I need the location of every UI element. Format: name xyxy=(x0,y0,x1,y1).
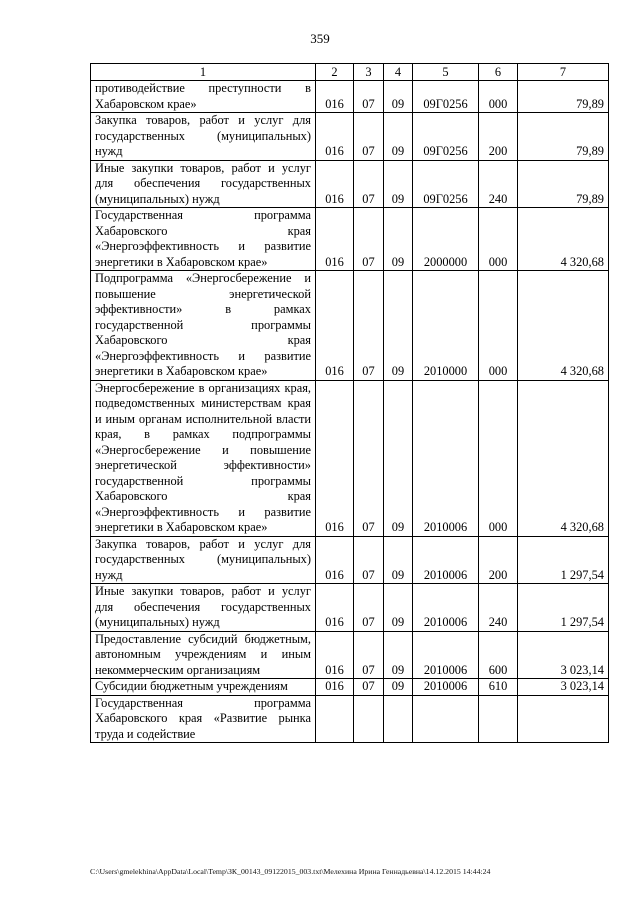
section-code-cell: 07 xyxy=(354,160,384,208)
amount-cell: 4 320,68 xyxy=(518,271,609,381)
expense-name-cell: Закупка товаров, работ и услуг для государственных (муниципальных) нужд xyxy=(91,536,316,584)
amount-cell: 4 320,68 xyxy=(518,380,609,536)
column-header: 4 xyxy=(384,64,413,81)
target-article-cell: 09Г0256 xyxy=(413,160,479,208)
page-number: 359 xyxy=(310,31,330,46)
expense-type-cell: 200 xyxy=(479,113,518,161)
subsection-code-cell xyxy=(384,695,413,743)
column-header: 7 xyxy=(518,64,609,81)
expense-type-cell: 240 xyxy=(479,160,518,208)
amount-cell: 79,89 xyxy=(518,113,609,161)
ministry-code-cell: 016 xyxy=(316,631,354,679)
section-code-cell: 07 xyxy=(354,536,384,584)
column-header: 6 xyxy=(479,64,518,81)
section-code-cell: 07 xyxy=(354,584,384,632)
expense-name-cell: Подпрограмма «Энергосбережение и повышение энергетической эффективности» в рамках государственной программы Хабаровского края «Энергоэффективность и развитие энергетики в Хабаровском крае» xyxy=(91,271,316,381)
expense-type-cell: 610 xyxy=(479,679,518,696)
expense-name-cell: Государственная программа Хабаровского края «Развитие рынка труда и содействие xyxy=(91,695,316,743)
table-row xyxy=(91,81,609,113)
subsection-code-cell: 09 xyxy=(384,160,413,208)
ministry-code-cell: 016 xyxy=(316,208,354,271)
table-row xyxy=(91,380,609,536)
section-code-cell: 07 xyxy=(354,271,384,381)
expense-name-cell: Субсидии бюджетным учреждениям xyxy=(91,679,316,696)
expense-type-cell: 240 xyxy=(479,584,518,632)
ministry-code-cell: 016 xyxy=(316,160,354,208)
expense-name-cell: Энергосбережение в организациях края, подведомственных министерствам края и иным органам исполнительной власти края, в рамках подпрограммы «Энергосбережение и повышение энергетической эффективности» государственной программы Хабаровского края «Энергоэффективность и развитие энергетики в Хабаровском крае» xyxy=(91,380,316,536)
amount-cell: 3 023,14 xyxy=(518,631,609,679)
expense-type-cell: 000 xyxy=(479,271,518,381)
subsection-code-cell: 09 xyxy=(384,113,413,161)
section-code-cell: 07 xyxy=(354,208,384,271)
ministry-code-cell: 016 xyxy=(316,380,354,536)
subsection-code-cell: 09 xyxy=(384,679,413,696)
budget-table xyxy=(90,63,609,743)
table-row xyxy=(91,271,609,381)
section-code-cell: 07 xyxy=(354,631,384,679)
table-row xyxy=(91,584,609,632)
ministry-code-cell: 016 xyxy=(316,81,354,113)
expense-type-cell xyxy=(479,695,518,743)
section-code-cell xyxy=(354,695,384,743)
section-code-cell: 07 xyxy=(354,380,384,536)
table-row xyxy=(91,631,609,679)
target-article-cell: 09Г0256 xyxy=(413,81,479,113)
target-article-cell: 2010006 xyxy=(413,536,479,584)
amount-cell: 4 320,68 xyxy=(518,208,609,271)
expense-name-cell: Государственная программа Хабаровского края «Энергоэффективность и развитие энергетики в Хабаровском крае» xyxy=(91,208,316,271)
column-header: 2 xyxy=(316,64,354,81)
subsection-code-cell: 09 xyxy=(384,81,413,113)
section-code-cell: 07 xyxy=(354,113,384,161)
table-row xyxy=(91,113,609,161)
expense-type-cell: 000 xyxy=(479,380,518,536)
expense-type-cell: 000 xyxy=(479,81,518,113)
expense-name-cell: Закупка товаров, работ и услуг для государственных (муниципальных) нужд xyxy=(91,113,316,161)
ministry-code-cell: 016 xyxy=(316,584,354,632)
target-article-cell: 2010006 xyxy=(413,380,479,536)
target-article-cell: 2010006 xyxy=(413,631,479,679)
amount-cell: 1 297,54 xyxy=(518,584,609,632)
table-row xyxy=(91,695,609,743)
target-article-cell: 2010000 xyxy=(413,271,479,381)
subsection-code-cell: 09 xyxy=(384,631,413,679)
section-code-cell: 07 xyxy=(354,679,384,696)
ministry-code-cell: 016 xyxy=(316,271,354,381)
table-row xyxy=(91,679,609,696)
expense-name-cell: противодействие преступности в Хабаровском крае» xyxy=(91,81,316,113)
ministry-code-cell: 016 xyxy=(316,536,354,584)
target-article-cell: 2000000 xyxy=(413,208,479,271)
expense-type-cell: 000 xyxy=(479,208,518,271)
subsection-code-cell: 09 xyxy=(384,208,413,271)
amount-cell: 1 297,54 xyxy=(518,536,609,584)
amount-cell: 79,89 xyxy=(518,160,609,208)
table-header-row xyxy=(91,64,609,81)
expense-type-cell: 600 xyxy=(479,631,518,679)
target-article-cell: 09Г0256 xyxy=(413,113,479,161)
amount-cell: 3 023,14 xyxy=(518,679,609,696)
table-row xyxy=(91,160,609,208)
column-header: 3 xyxy=(354,64,384,81)
column-header: 5 xyxy=(413,64,479,81)
expense-type-cell: 200 xyxy=(479,536,518,584)
target-article-cell xyxy=(413,695,479,743)
section-code-cell: 07 xyxy=(354,81,384,113)
expense-name-cell: Иные закупки товаров, работ и услуг для обеспечения государственных (муниципальных) нужд xyxy=(91,584,316,632)
target-article-cell: 2010006 xyxy=(413,584,479,632)
amount-cell: 79,89 xyxy=(518,81,609,113)
ministry-code-cell: 016 xyxy=(316,679,354,696)
footer-file-path: C:\Users\gmelekhina\AppData\Local\Temp\ЗК_00143_09122015_003.txt\Мелехина Ирина Геннадьевна\14.12.2015 14:44:24 xyxy=(90,867,491,876)
expense-name-cell: Иные закупки товаров, работ и услуг для обеспечения государственных (муниципальных) нужд xyxy=(91,160,316,208)
expense-name-cell: Предоставление субсидий бюджетным, автономным учреждениям и иным некоммерческим организациям xyxy=(91,631,316,679)
column-header: 1 xyxy=(91,64,316,81)
subsection-code-cell: 09 xyxy=(384,380,413,536)
subsection-code-cell: 09 xyxy=(384,584,413,632)
target-article-cell: 2010006 xyxy=(413,679,479,696)
subsection-code-cell: 09 xyxy=(384,536,413,584)
subsection-code-cell: 09 xyxy=(384,271,413,381)
amount-cell xyxy=(518,695,609,743)
ministry-code-cell xyxy=(316,695,354,743)
table-row xyxy=(91,208,609,271)
ministry-code-cell: 016 xyxy=(316,113,354,161)
table-row xyxy=(91,536,609,584)
